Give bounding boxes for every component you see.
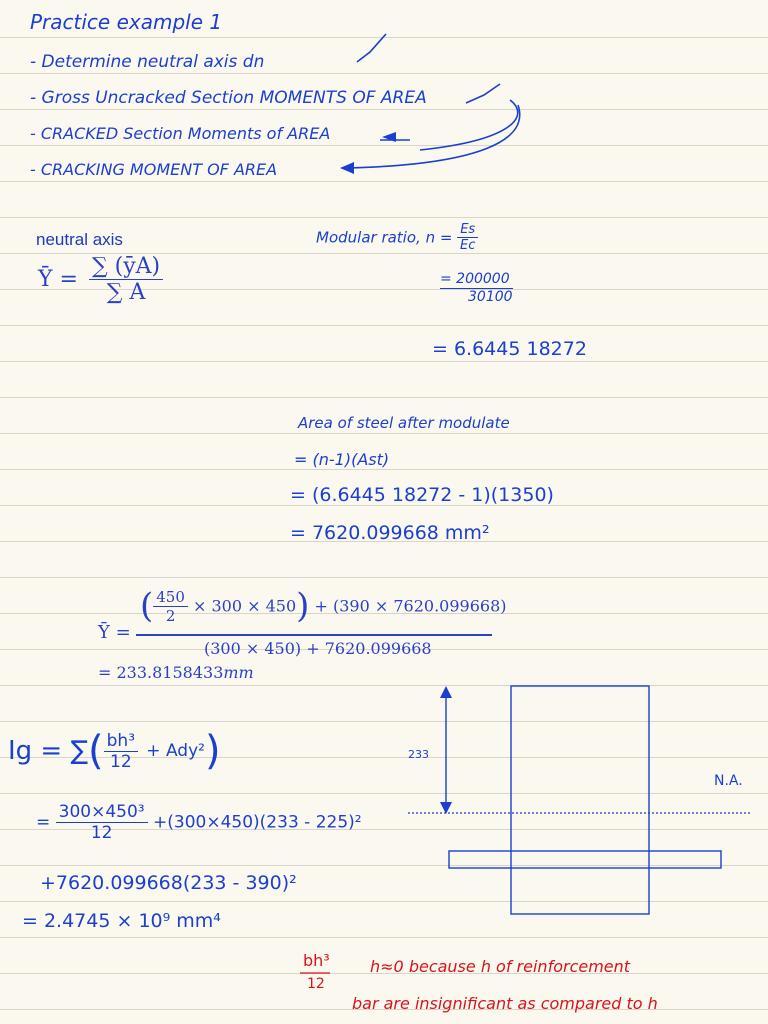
steel-area-label: Area of steel after modulate	[298, 414, 510, 432]
check-mark-1	[357, 34, 386, 62]
beam-section-rect	[511, 686, 649, 914]
ig-line-2: = $\frac{\text{300×450³}}{12}$ +(300×450)(233 - 225)²	[36, 802, 362, 843]
modular-ratio-denominator: 30100	[468, 289, 513, 305]
ybar-result-value: = 233.8158433	[98, 663, 224, 682]
ig-bh-denominator: 12	[110, 751, 132, 772]
curve-arrow-3	[345, 105, 520, 168]
ybar-denominator: (300 × 450) + 7620.099668	[204, 639, 432, 658]
ig-line-4: = 2.4745 × 10⁹ mm⁴	[22, 910, 221, 932]
note-fraction-bottom: 12	[307, 976, 325, 992]
objective-item-4: - CRACKING MOMENT OF AREA	[30, 160, 278, 179]
ig-line-3: +7620.099668(233 - 390)²	[40, 872, 297, 894]
curve-arrow-1	[420, 100, 518, 150]
steel-area-line-2: = (6.6445 18272 - 1)(1350)	[290, 484, 554, 506]
ig-line2-numerator: 300×450³	[56, 802, 148, 823]
modular-ratio-result: = 6.6445 18272	[432, 338, 587, 360]
note-line-1: h≈0 because h of reinforcement	[370, 957, 631, 976]
es-label: Es	[457, 222, 478, 238]
ig-line2-rest: +(300×450)(233 - 225)²	[153, 812, 362, 833]
ec-label: Ec	[460, 238, 476, 253]
objective-item-3: - CRACKED Section Moments of AREA	[30, 124, 331, 143]
reinforcement-bar	[449, 851, 721, 868]
neutral-axis-label: neutral axis	[36, 230, 123, 249]
steel-area-line-1: = (n-1)(Ast)	[294, 450, 390, 469]
formula-numerator: ∑ (ȳA)	[89, 254, 163, 280]
modular-ratio-numerator: = 200000	[440, 271, 513, 289]
depth-arrowhead-top	[440, 686, 452, 698]
note-fraction-top: bh³	[303, 951, 330, 970]
note-line-2: bar are insignificant as compared to h	[352, 994, 658, 1013]
ybar-numerator: ( $\frac{450}{2}$ × 300 × 450) + (390 × 7620.099668)	[140, 586, 507, 626]
check-mark-2	[466, 84, 500, 103]
ybar-numerator-rest: × 300 × 450	[193, 596, 297, 616]
depth-arrowhead-bottom	[440, 802, 452, 814]
half-denominator: 2	[165, 606, 176, 625]
page-title: Practice example 1	[30, 10, 223, 34]
depth-label: 233	[408, 748, 429, 761]
ig-formula: Ig = ∑( $\frac{\text{bh³}}{12}$ + Ady²)	[8, 728, 221, 774]
half-numerator: 450	[153, 588, 188, 607]
formula-denominator: ∑ A	[106, 280, 146, 305]
ig-ady-term: + Ady²	[146, 741, 205, 761]
objective-item-2: - Gross Uncracked Section MOMENTS OF AREA	[30, 88, 427, 108]
ybar-numerator-tail: + (390 × 7620.099668)	[314, 596, 507, 616]
na-label: N.A.	[714, 773, 743, 789]
ig-lhs: Ig =	[8, 736, 63, 766]
ig-bh-numerator: bh³	[104, 731, 138, 752]
ig-line2-denominator: 12	[90, 823, 113, 843]
ybar-result-unit: mm	[223, 663, 254, 682]
modular-ratio-label: Modular ratio, n =	[316, 228, 453, 247]
arrowhead-2	[340, 162, 354, 174]
ybar-lhs: Ȳ =	[98, 622, 131, 643]
steel-area-line-3: = 7620.099668 mm²	[290, 522, 490, 544]
sum-symbol: ∑	[70, 736, 89, 766]
ybar-symbol: Ȳ =	[38, 267, 78, 292]
objective-item-1: - Determine neutral axis dn	[30, 52, 265, 72]
